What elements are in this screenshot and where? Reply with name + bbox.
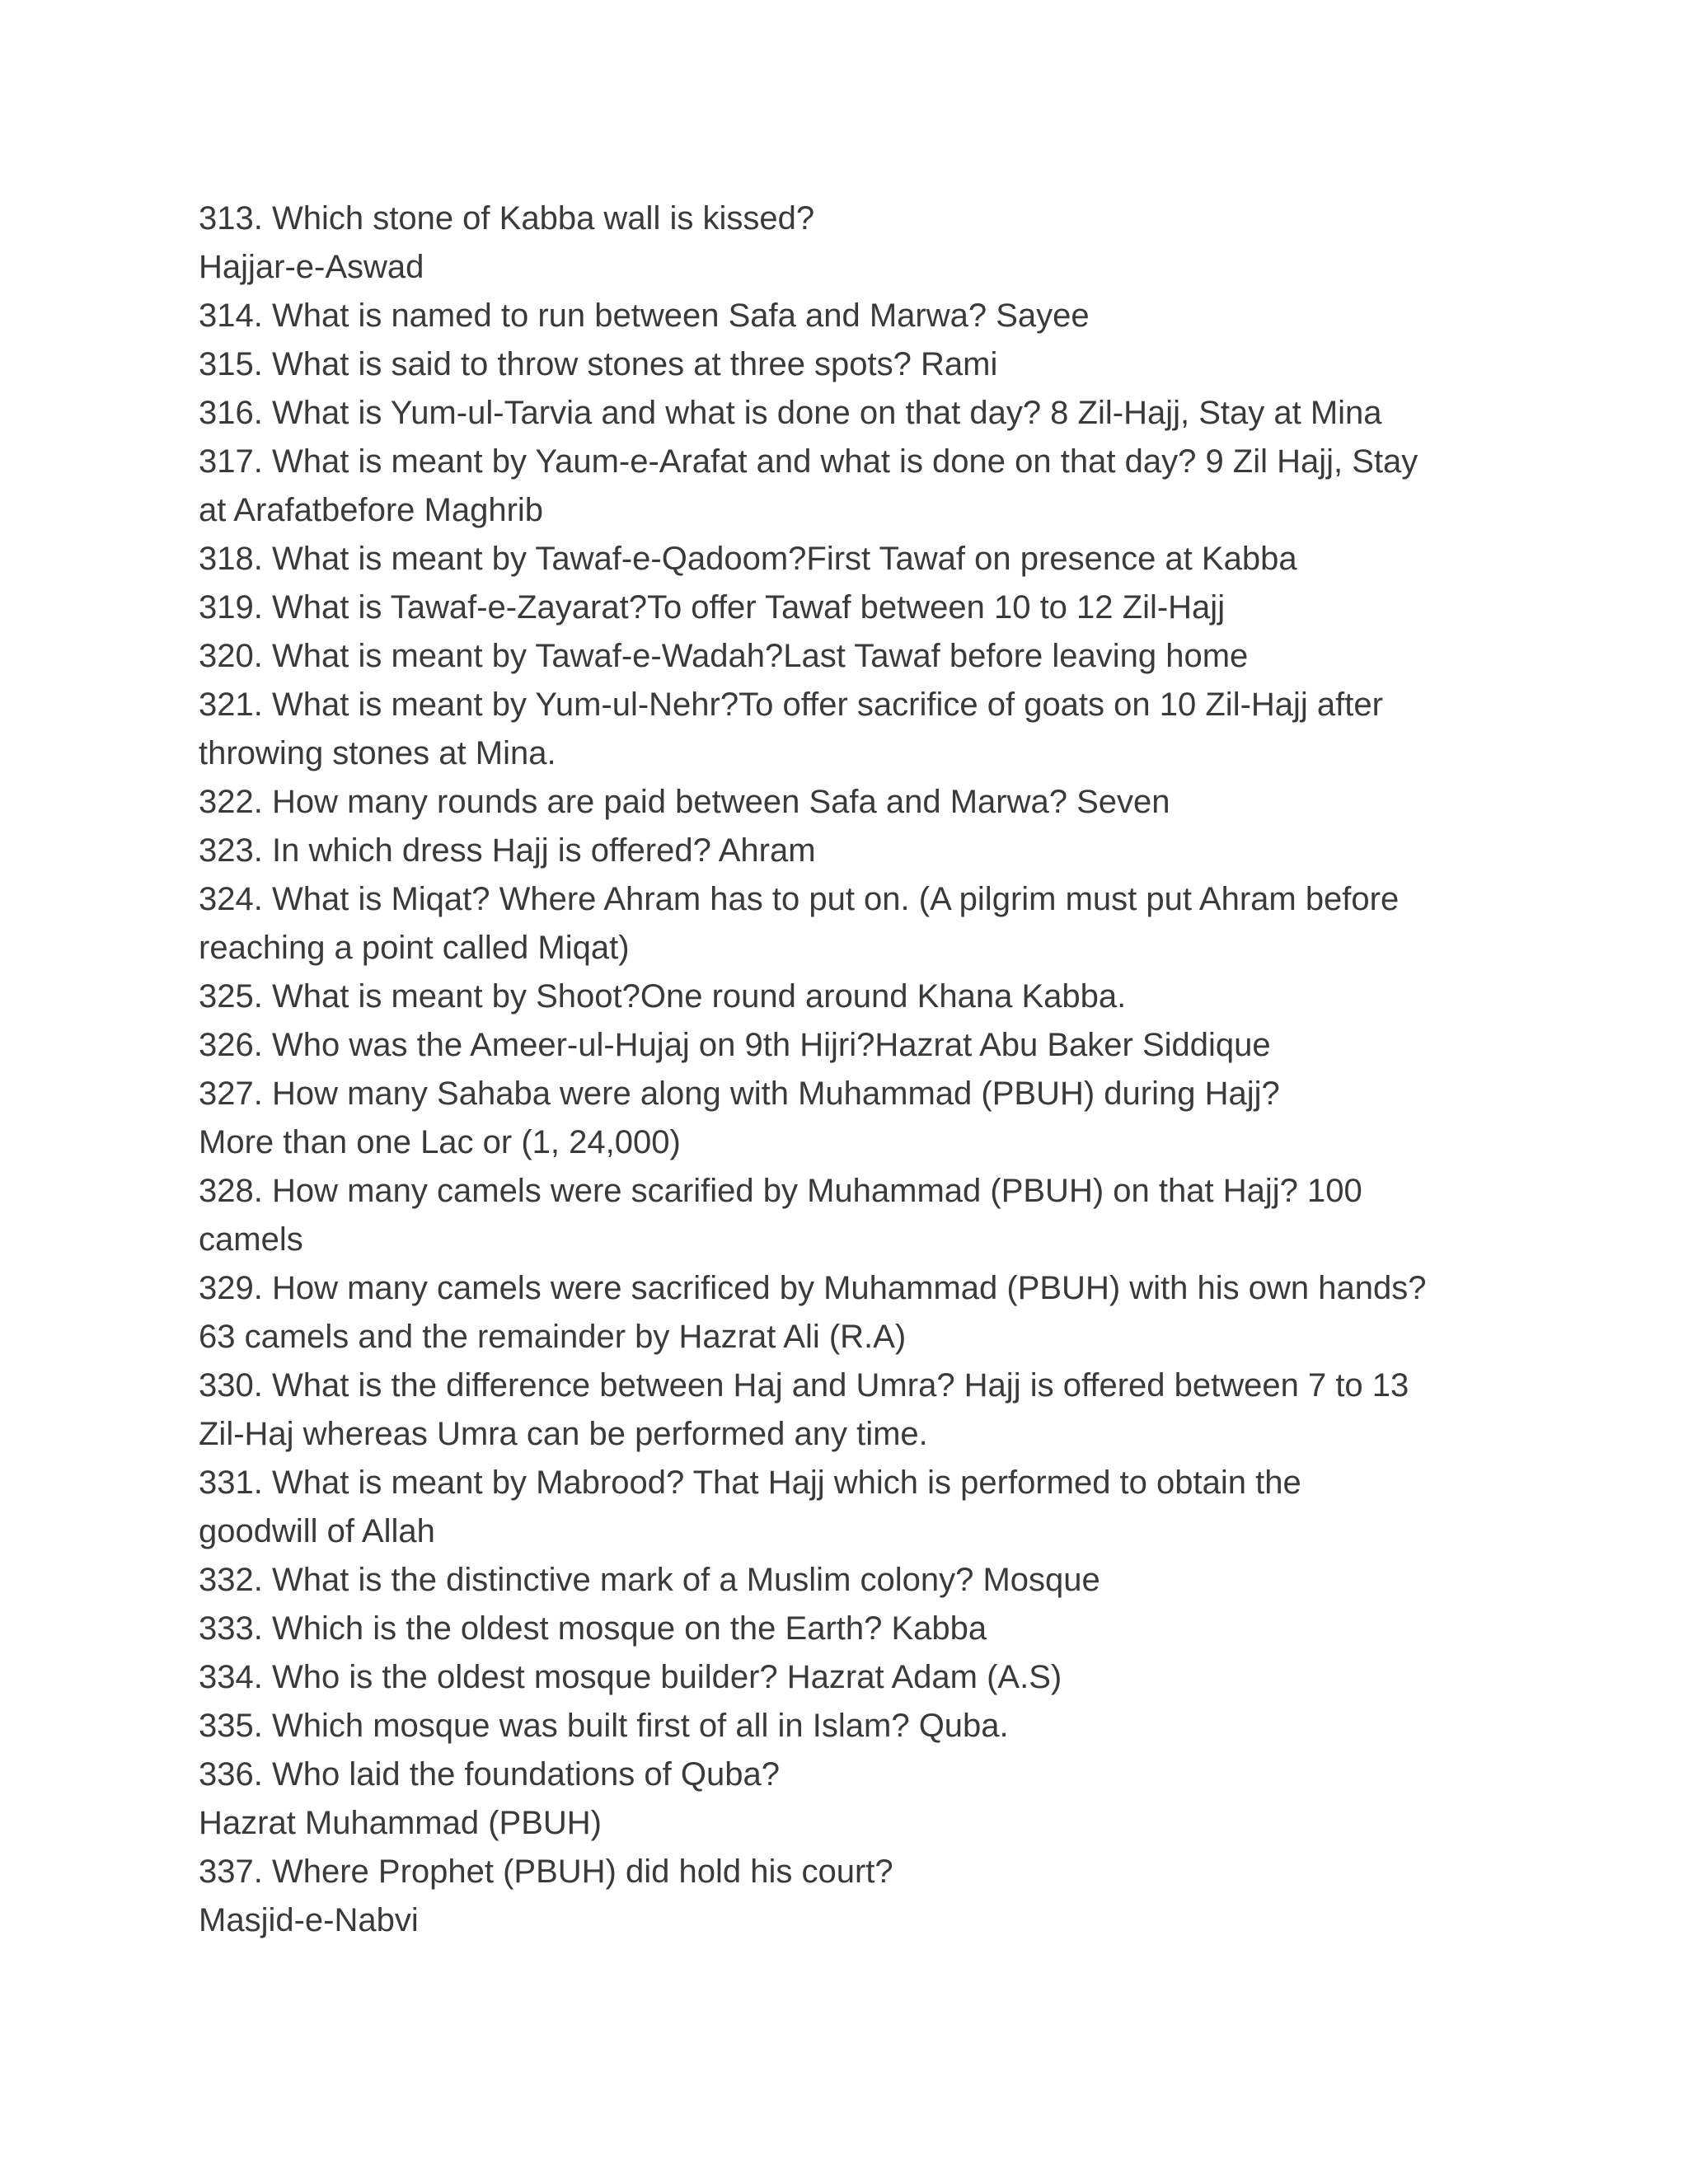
text-line: 322. How many rounds are paid between Safa and Marwa? Seven bbox=[199, 784, 1170, 820]
text-line: Hazrat Muhammad (PBUH) bbox=[199, 1805, 603, 1841]
text-line: 336. Who laid the foundations of Quba? bbox=[199, 1756, 780, 1793]
text-line: 323. In which dress Hajj is offered? Ahram bbox=[199, 832, 816, 869]
text-line: Masjid-e-Nabvi bbox=[199, 1902, 419, 1938]
text-line: 316. What is Yum-ul-Tarvia and what is done on that day? 8 Zil-Hajj, Stay at Mina bbox=[199, 395, 1382, 431]
text-line: 320. What is meant by Tawaf-e-Wadah?Last Tawaf before leaving home bbox=[199, 638, 1249, 674]
text-line: 63 camels and the remainder by Hazrat Ali (R.A) bbox=[199, 1319, 907, 1355]
text-line: Hajjar-e-Aswad bbox=[199, 249, 424, 285]
text-line: 331. What is meant by Mabrood? That Hajj which is performed to obtain the bbox=[199, 1465, 1301, 1501]
text-line: 324. What is Miqat? Where Ahram has to put on. (A pilgrim must put Ahram before bbox=[199, 881, 1400, 917]
text-line: 319. What is Tawaf-e-Zayarat?To offer Tawaf between 10 to 12 Zil-Hajj bbox=[199, 589, 1226, 626]
text-line: 321. What is meant by Yum-ul-Nehr?To offer sacrifice of goats on 10 Zil-Hajj after bbox=[199, 687, 1383, 723]
text-line: 337. Where Prophet (PBUH) did hold his court? bbox=[199, 1854, 893, 1890]
text-line: camels bbox=[199, 1221, 303, 1258]
text-line: 315. What is said to throw stones at three spots? Rami bbox=[199, 346, 998, 382]
text-line: 328. How many camels were scarified by Muhammad (PBUH) on that Hajj? 100 bbox=[199, 1173, 1362, 1209]
text-line: 314. What is named to run between Safa and Marwa? Sayee bbox=[199, 298, 1090, 334]
text-line: 329. How many camels were sacrificed by Muhammad (PBUH) with his own hands? bbox=[199, 1270, 1427, 1306]
text-line: reaching a point called Miqat) bbox=[199, 930, 630, 966]
document-body bbox=[199, 194, 1468, 1945]
text-line: 318. What is meant by Tawaf-e-Qadoom?First Tawaf on presence at Kabba bbox=[199, 541, 1297, 577]
text-line: 317. What is meant by Yaum-e-Arafat and what is done on that day? 9 Zil Hajj, Stay bbox=[199, 443, 1418, 480]
text-line: throwing stones at Mina. bbox=[199, 735, 556, 771]
text-line: 334. Who is the oldest mosque builder? Hazrat Adam (A.S) bbox=[199, 1659, 1062, 1695]
text-line: goodwill of Allah bbox=[199, 1513, 435, 1549]
text-line: Zil-Haj whereas Umra can be performed any time. bbox=[199, 1416, 928, 1452]
text-line: 330. What is the difference between Haj and Umra? Hajj is offered between 7 to 13 bbox=[199, 1367, 1409, 1404]
text-line: 313. Which stone of Kabba wall is kissed? bbox=[199, 200, 815, 237]
text-line: 327. How many Sahaba were along with Muhammad (PBUH) during Hajj? bbox=[199, 1076, 1280, 1112]
text-line: 326. Who was the Ameer-ul-Hujaj on 9th Hijri?Hazrat Abu Baker Siddique bbox=[199, 1027, 1271, 1063]
text-line: 332. What is the distinctive mark of a Muslim colony? Mosque bbox=[199, 1562, 1100, 1598]
text-line: More than one Lac or (1, 24,000) bbox=[199, 1124, 681, 1160]
text-line: 335. Which mosque was built first of all in Islam? Quba. bbox=[199, 1708, 1009, 1744]
text-line: at Arafatbefore Maghrib bbox=[199, 492, 544, 528]
text-line: 333. Which is the oldest mosque on the Earth? Kabba bbox=[199, 1610, 987, 1647]
text-line: 325. What is meant by Shoot?One round around Khana Kabba. bbox=[199, 978, 1127, 1015]
